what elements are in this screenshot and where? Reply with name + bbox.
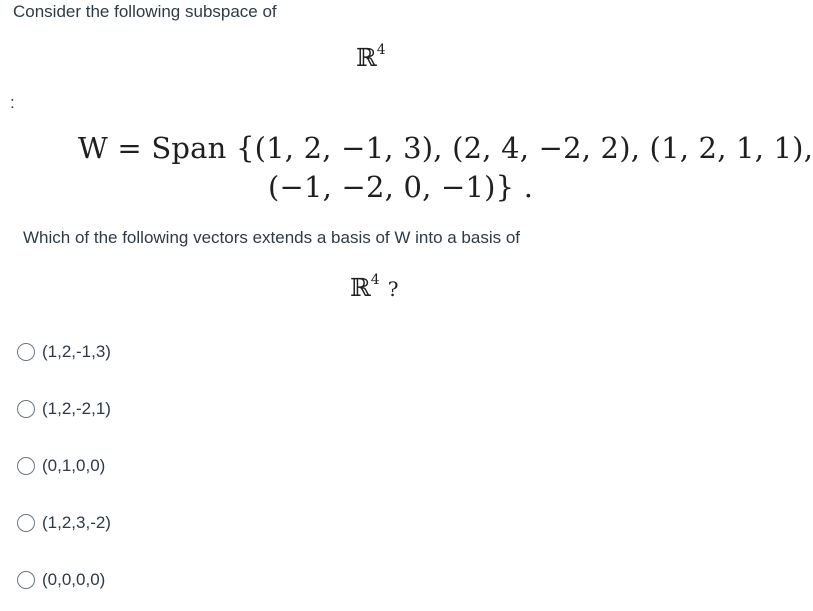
radio-button[interactable]	[17, 457, 35, 475]
answer-option-label[interactable]: (1,2,3,-2)	[42, 513, 111, 532]
question-prompt: Which of the following vectors extends a basis of W into a basis of	[23, 228, 521, 247]
subspace-formula-line-1: W = Span {(1, 2, −1, 3), (2, 4, −2, 2), (1, 2, 1, 1),	[78, 131, 813, 165]
answer-option-1[interactable]	[17, 340, 111, 364]
radio-button[interactable]	[17, 571, 35, 589]
radio-button[interactable]	[17, 343, 35, 361]
space-r4-symbol	[356, 42, 386, 72]
subspace-formula-line-2: (−1, −2, 0, −1)} .	[268, 170, 534, 204]
answer-option-4[interactable]	[17, 511, 111, 535]
answer-option-3[interactable]	[17, 454, 105, 478]
answer-option-label[interactable]: (0,1,0,0)	[42, 456, 106, 475]
prompt-r4-symbol	[350, 272, 398, 302]
answer-option-label[interactable]: (1,2,-1,3)	[42, 342, 111, 361]
space-exponent: 4	[376, 42, 386, 58]
answer-option-label[interactable]: (1,2,-2,1)	[42, 399, 111, 418]
space-symbol: ℝ	[356, 43, 377, 72]
radio-button[interactable]	[17, 400, 35, 418]
prompt-question-mark: ?	[387, 277, 399, 301]
answer-option-2[interactable]	[17, 397, 111, 421]
answer-option-5[interactable]	[17, 568, 105, 592]
radio-button[interactable]	[17, 514, 35, 532]
question-intro: Consider the following subspace of	[13, 2, 277, 21]
prompt-space-exponent: 4	[370, 272, 380, 288]
separator-colon: :	[10, 93, 15, 112]
answer-option-label[interactable]: (0,0,0,0)	[42, 570, 106, 589]
prompt-space-symbol: ℝ	[350, 273, 371, 302]
